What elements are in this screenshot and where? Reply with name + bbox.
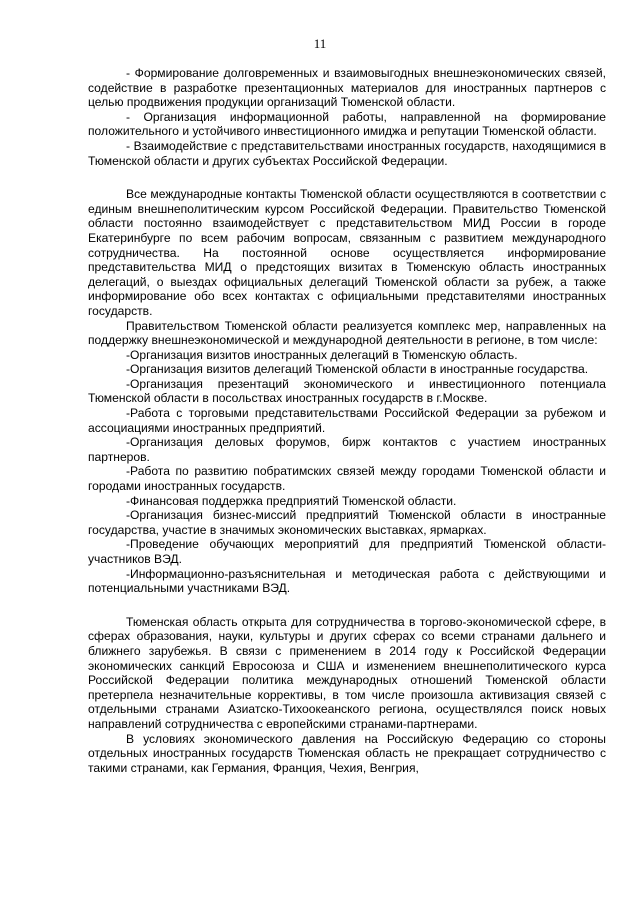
list-item: -Организация презентаций экономического и инвестиционного потенциала Тюменской области в посольствах иностранных государств в г.Москве.: [88, 376, 606, 406]
paragraph-goal-1: - Формирование долговременных и взаимовыгодных внешнеэкономических связей, содействие в разработке презентационных материалов для иностранных партнеров с целью продвижения продукции организаций Тюменской области.: [88, 66, 606, 110]
list-item: -Организация деловых форумов, бирж контактов с участием иностранных партнеров.: [88, 435, 606, 464]
list-item: -Проведение обучающих мероприятий для предприятий Тюменской области-участников ВЭД.: [88, 537, 606, 566]
paragraph-spacer: [88, 168, 606, 187]
list-item: -Работа с торговыми представительствами Российской Федерации за рубежом и ассоциациями иностранных предприятий.: [88, 406, 606, 435]
body-text: [88, 66, 606, 775]
list-item: -Финансовая поддержка предприятий Тюменской области.: [126, 493, 457, 508]
paragraph-goal-2: - Организация информационной работы, направленной на формирование положительного и устойчивого инвестиционного имиджа и репутации Тюменской области.: [88, 109, 606, 139]
paragraph-spacer: [88, 596, 606, 615]
paragraph-economic-pressure: В условиях экономического давления на Российскую Федерацию со стороны отдельных иностранных государств Тюменская область не прекращает сотрудничество с такими странами, как Германия, Франция, Чехия, Венгрия,: [88, 731, 606, 775]
list-item: -Работа по развитию побратимских связей между городами Тюменской области и городами иностранных государств.: [88, 464, 606, 494]
list-item: -Организация визитов делегаций Тюменской области в иностранные государства.: [126, 362, 589, 377]
list-item: -Организация визитов иностранных делегаций в Тюменскую область.: [126, 347, 518, 362]
paragraph-open-cooperation: Тюменская область открыта для сотрудничества в торгово-экономической сфере, в сферах образования, науки, культуры и других сферах со всеми странами дальнего и ближнего зарубежья. В связи с применением в 2014 году к Российской Федерации экономических санкций Евросоюза и США и изменением внешнеполитического курса Российской Федерации политика международных отношений Тюменской области претерпела незначительные коррективы, в том числе произошла активизация связей с отдельными странами Азиатско-Тихоокеанского региона, осуществлялся поиск новых направлений сотрудничества с европейскими странами-партнерами.: [88, 614, 606, 731]
paragraph-goal-3: - Взаимодействие с представительствами иностранных государств, находящимися в Тюменской области и других субъектах Российской Федерации.: [88, 138, 606, 168]
paragraph-international-contacts: Все международные контакты Тюменской области осуществляются в соответствии с единым внешнеполитическим курсом Российской Федерации. Правительство Тюменской области постоянно взаимодействует с представительством МИД России в городе Екатеринбурге по всем рабочим вопросам, связанным с развитием международного сотрудничества. На постоянной основе осуществляется информирование представительства МИД о предстоящих визитах в Тюменскую область иностранных делегаций, о выездах официальных делегаций Тюменской области за рубеж, а также информирование обо всех контактах с официальными представителями иностранных государств.: [88, 187, 606, 318]
list-item: -Информационно-разъяснительная и методическая работа с действующими и потенциальными участниками ВЭД.: [88, 566, 606, 596]
paragraph-measures-intro: Правительством Тюменской области реализуется комплекс мер, направленных на поддержку внешнеэкономической и международной деятельности в регионе, в том числе:: [88, 318, 606, 348]
page-number: 11: [313, 36, 327, 51]
list-item: -Организация бизнес-миссий предприятий Тюменской области в иностранные государства, участие в значимых экономических выставках, ярмарках.: [88, 508, 606, 537]
